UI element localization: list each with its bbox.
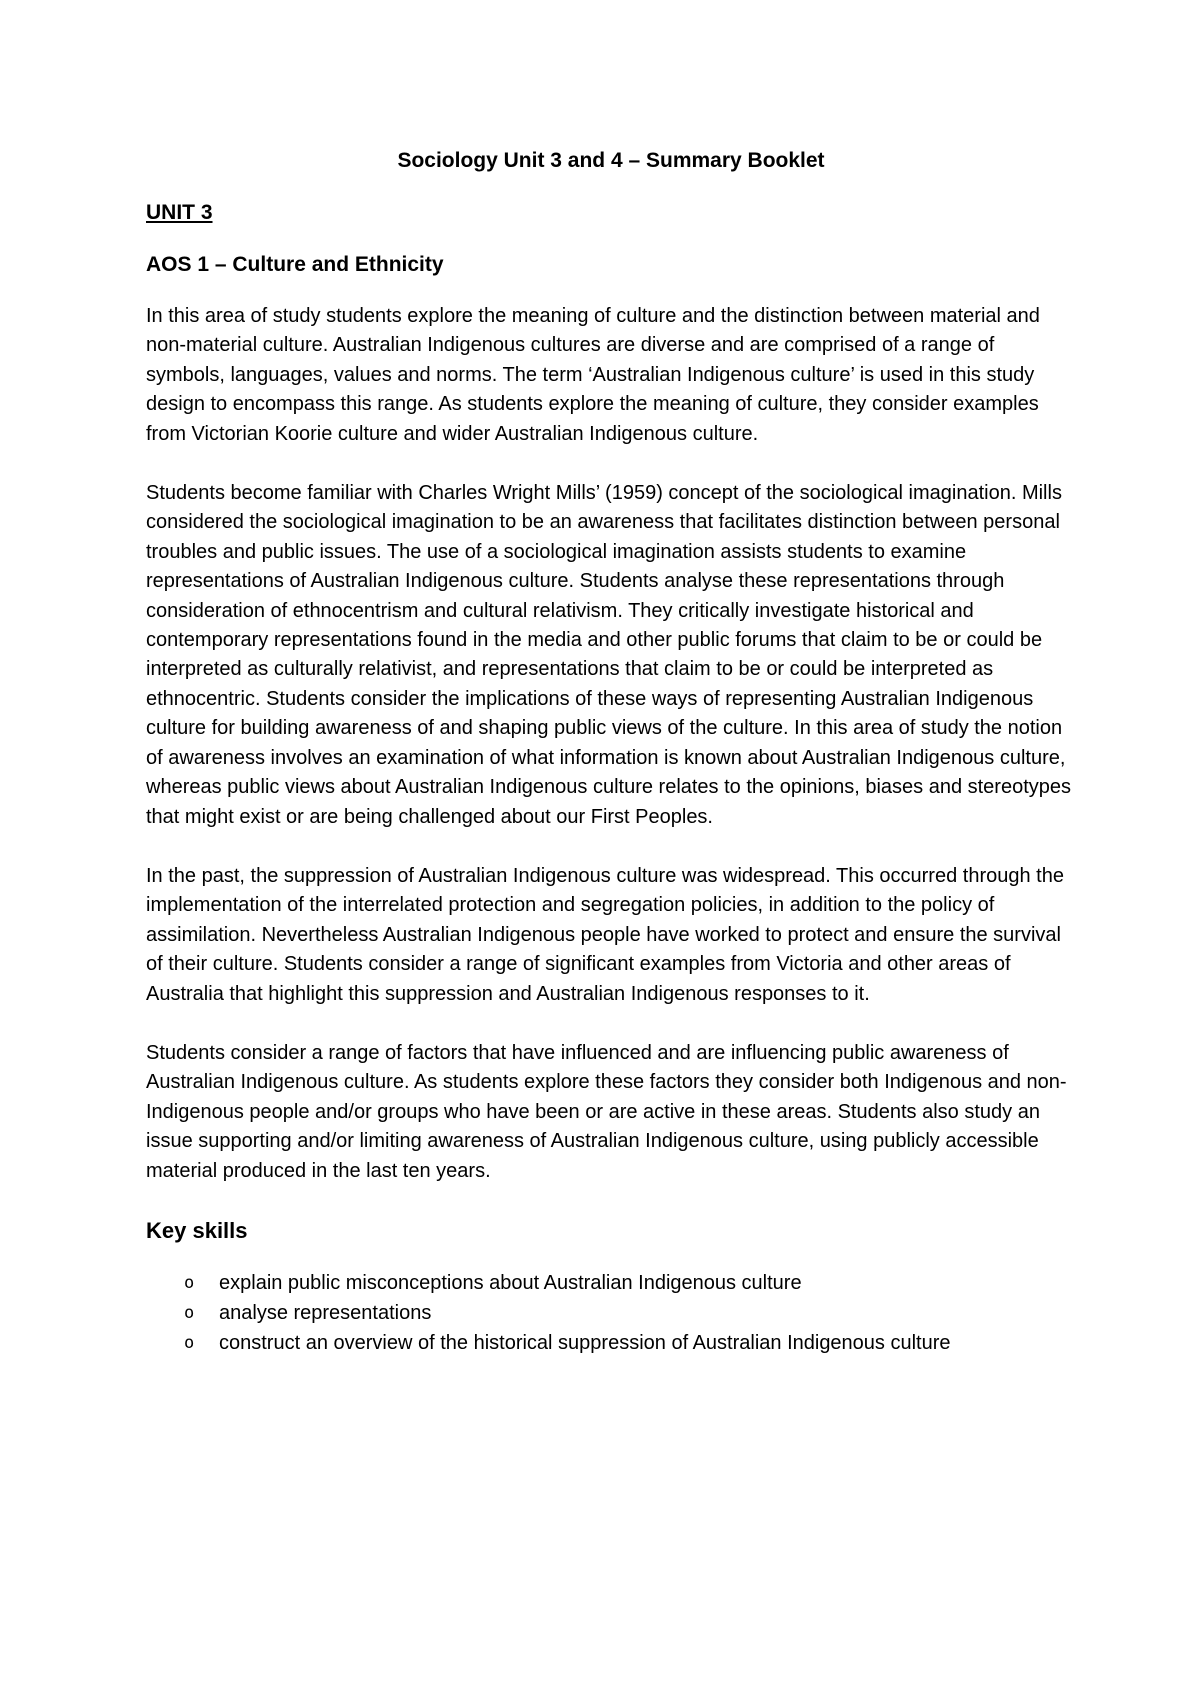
key-skills-heading: Key skills [146,1217,248,1243]
bullet-icon: o [184,1272,195,1293]
paragraph-culture-meaning: In this area of study students explore the meaning of culture and the distinction between material and non-material culture. Australian Indigenous cultures are diverse and are comprised of a range of symbols, languages, values and norms. The term ‘Australian Indigenous culture’ is used in this study design to encompass this range. As students explore the meaning of culture, they consider examples from Victorian Koorie culture and wider Australian Indigenous culture. [146,305,1040,445]
key-skills-list [146,1268,1076,1358]
paragraph-suppression: In the past, the suppression of Australian Indigenous culture was widespread. This occurred through the implementation of the interrelated protection and segregation policies, in addition to the policy of assimilation. Nevertheless Australian Indigenous people have worked to protect and ensure the survival of their culture. Students consider a range of significant examples from Victoria and other areas of Australia that highlight this suppression and Australian Indigenous responses to it. [146,864,1064,1005]
paragraph-public-awareness: Students consider a range of factors that have influenced and are influencing public awareness of Australian Indigenous culture. As students explore these factors they consider both Indigenous and non-Indigenous people and/or groups who have been or are active in these areas. Students also study an issue supporting and/or limiting awareness of Australian Indigenous culture, using publicly accessible material produced in the last ten years. [146,1041,1067,1182]
key-skill-item [146,1328,1076,1358]
key-skill-text: analyse representations [219,1301,432,1324]
key-skill-text: construct an overview of the historical suppression of Australian Indigenous culture [219,1331,951,1354]
bullet-icon: o [184,1302,195,1323]
aos-heading: AOS 1 – Culture and Ethnicity [146,253,444,276]
paragraph-sociological-imagination: Students become familiar with Charles Wright Mills’ (1959) concept of the sociological imagination. Mills considered the sociological imagination to be an awareness that facilitates distinction between personal troubles and public issues. The use of a sociological imagination assists students to examine representations of Australian Indigenous culture. Students analyse these representations through consideration of ethnocentrism and cultural relativism. They critically investigate historical and contemporary representations found in the media and other public forums that claim to be or could be interpreted as culturally relativist, and representations that claim to be or could be interpreted as ethnocentric. Students consider the implications of these ways of representing Australian Indigenous culture for building awareness of and shaping public views of the culture. In this area of study the notion of awareness involves an examination of what information is known about Australian Indigenous culture, whereas public views about Australian Indigenous culture relates to the opinions, biases and stereotypes that might exist or are being challenged about our First Peoples. [146,482,1072,828]
bullet-icon: o [184,1332,195,1353]
key-skill-text: explain public misconceptions about Australian Indigenous culture [219,1271,802,1294]
key-skill-item [146,1268,1076,1298]
key-skill-item [146,1298,1076,1328]
document-body [146,146,1076,1358]
unit-heading: UNIT 3 [146,201,213,224]
document-title: Sociology Unit 3 and 4 – Summary Booklet [397,149,825,172]
